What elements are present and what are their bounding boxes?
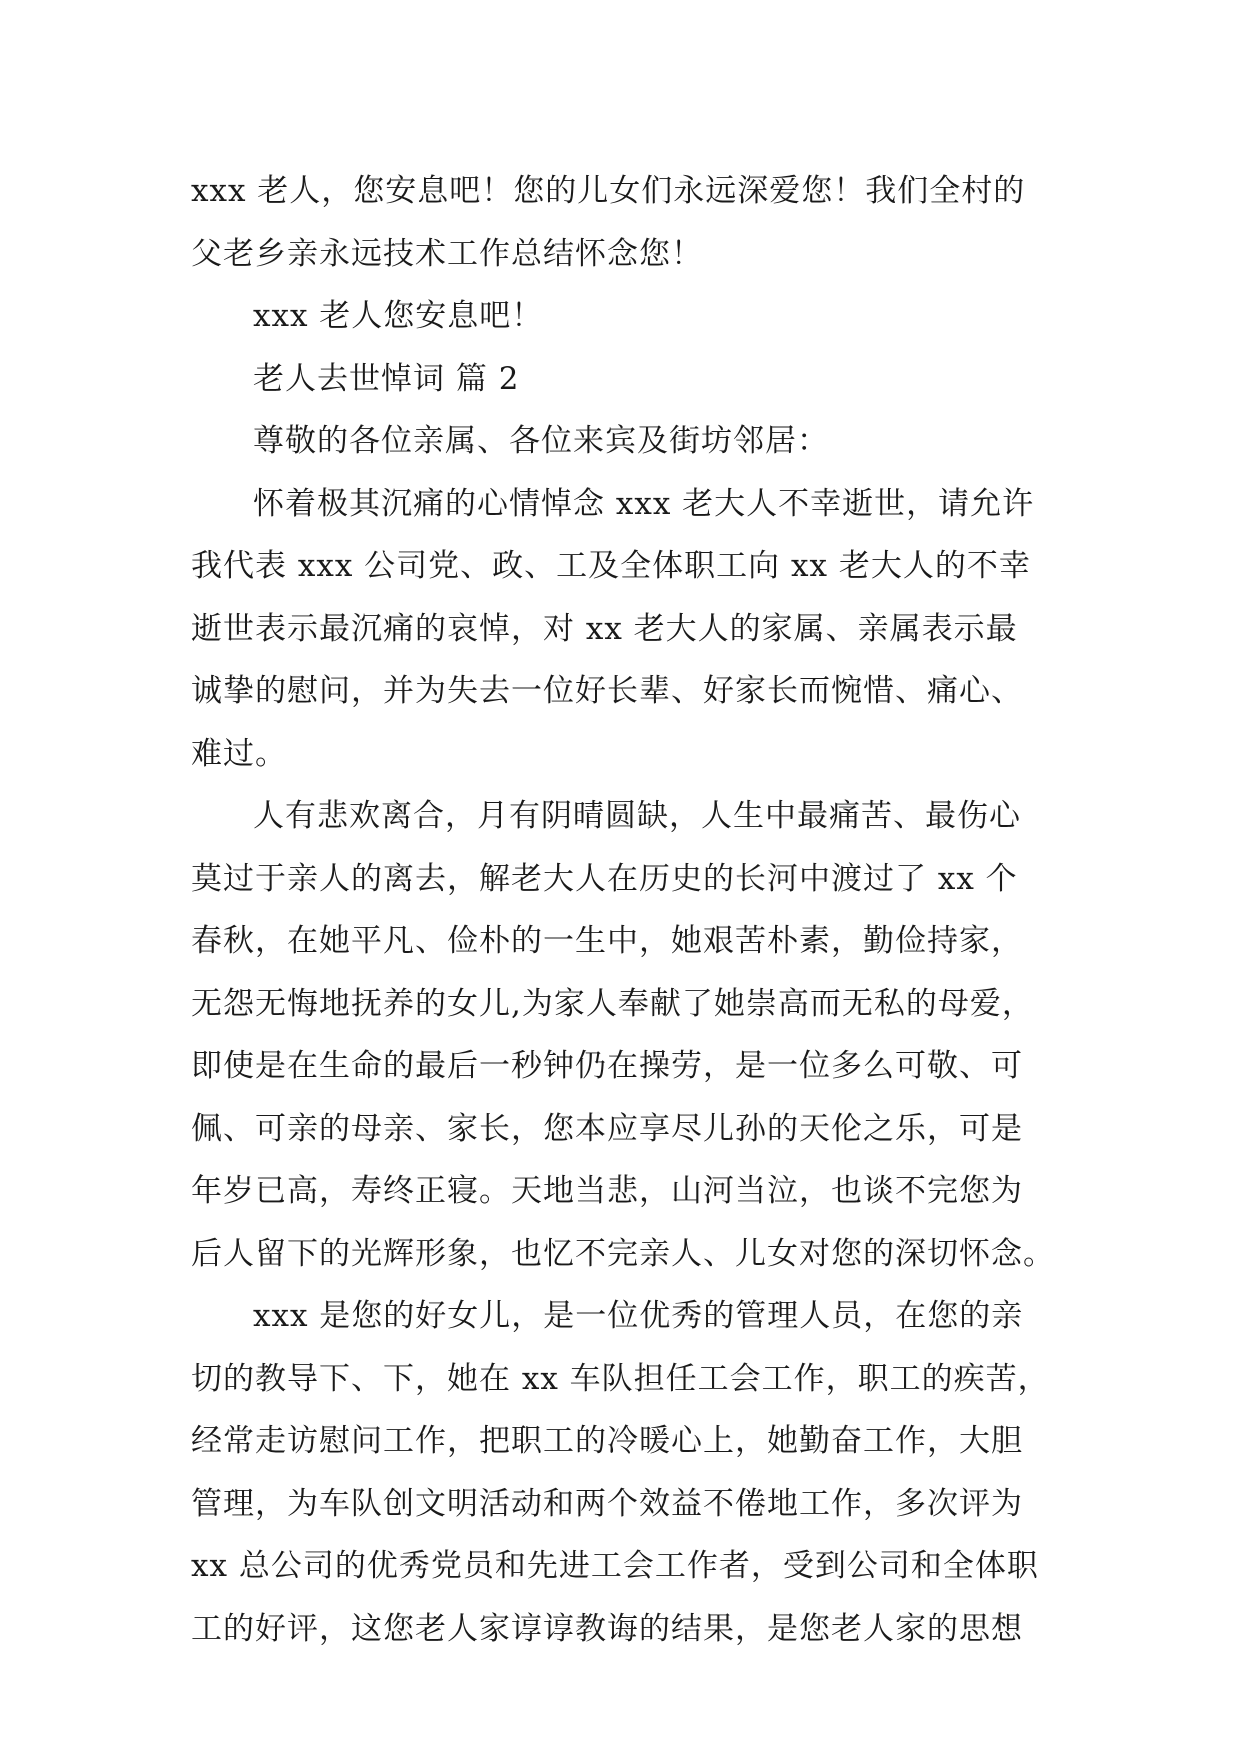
text-line: 诚挚的慰问，并为失去一位好长辈、好家长而惋惜、痛心、 <box>191 673 1023 709</box>
salutation: 尊敬的各位亲属、各位来宾及街坊邻居： <box>253 423 829 459</box>
text-line: 春秋，在她平凡、俭朴的一生中，她艰苦朴素，勤俭持家， <box>191 923 1023 959</box>
text-line: 切的教导下、下，她在 xx 车队担任工会工作，职工的疾苦， <box>191 1360 1050 1397</box>
text-line: 我代表 xxx 公司党、政、工及全体职工向 xx 老大人的不幸 <box>191 548 1031 584</box>
text-line: 人有悲欢离合，月有阴晴圆缺，人生中最痛苦、最伤心 <box>253 798 1021 834</box>
document-body <box>191 160 1055 1660</box>
text-line: 后人留下的光辉形象，也忆不完亲人、儿女对您的深切怀念。 <box>191 1235 1055 1272</box>
section-heading: 老人去世悼词 篇 2 <box>253 360 520 397</box>
text-line: 怀着极其沉痛的心情悼念 xxx 老大人不幸逝世，请允许 <box>253 485 1035 522</box>
text-line: 经常走访慰问工作，把职工的冷暖心上，她勤奋工作，大胆 <box>191 1423 1023 1459</box>
text-line: 工的好评，这您老人家谆谆教诲的结果，是您老人家的思想 <box>191 1610 1023 1647</box>
text-line: 难过。 <box>191 735 287 772</box>
text-line: xxx 是您的好女儿，是一位优秀的管理人员，在您的亲 <box>253 1298 1024 1334</box>
text-line: 父老乡亲永远技术工作总结怀念您！ <box>191 235 703 272</box>
text-line: 年岁已高，寿终正寝。天地当悲，山河当泣，也谈不完您为 <box>191 1173 1023 1209</box>
text-line: 管理，为车队创文明活动和两个效益不倦地工作，多次评为 <box>191 1485 1023 1522</box>
text-line: 佩、可亲的母亲、家长，您本应享尽儿孙的天伦之乐，可是 <box>191 1110 1023 1147</box>
text-line: xxx 老人，您安息吧！您的儿女们永远深爱您！我们全村的 <box>191 173 1026 209</box>
text-line: xx 总公司的优秀党员和先进工会工作者，受到公司和全体职 <box>191 1548 1039 1584</box>
text-line: 逝世表示最沉痛的哀悼，对 xx 老大人的家属、亲属表示最 <box>191 610 1018 647</box>
text-line: 无怨无悔地抚养的女儿,为家人奉献了她崇高而无私的母爱， <box>191 985 1034 1022</box>
text-line: 即使是在生命的最后一秒钟仍在操劳，是一位多么可敬、可 <box>191 1048 1023 1084</box>
text-line: xxx 老人您安息吧！ <box>253 298 544 334</box>
text-line: 莫过于亲人的离去，解老大人在历史的长河中渡过了 xx 个 <box>191 860 1018 897</box>
